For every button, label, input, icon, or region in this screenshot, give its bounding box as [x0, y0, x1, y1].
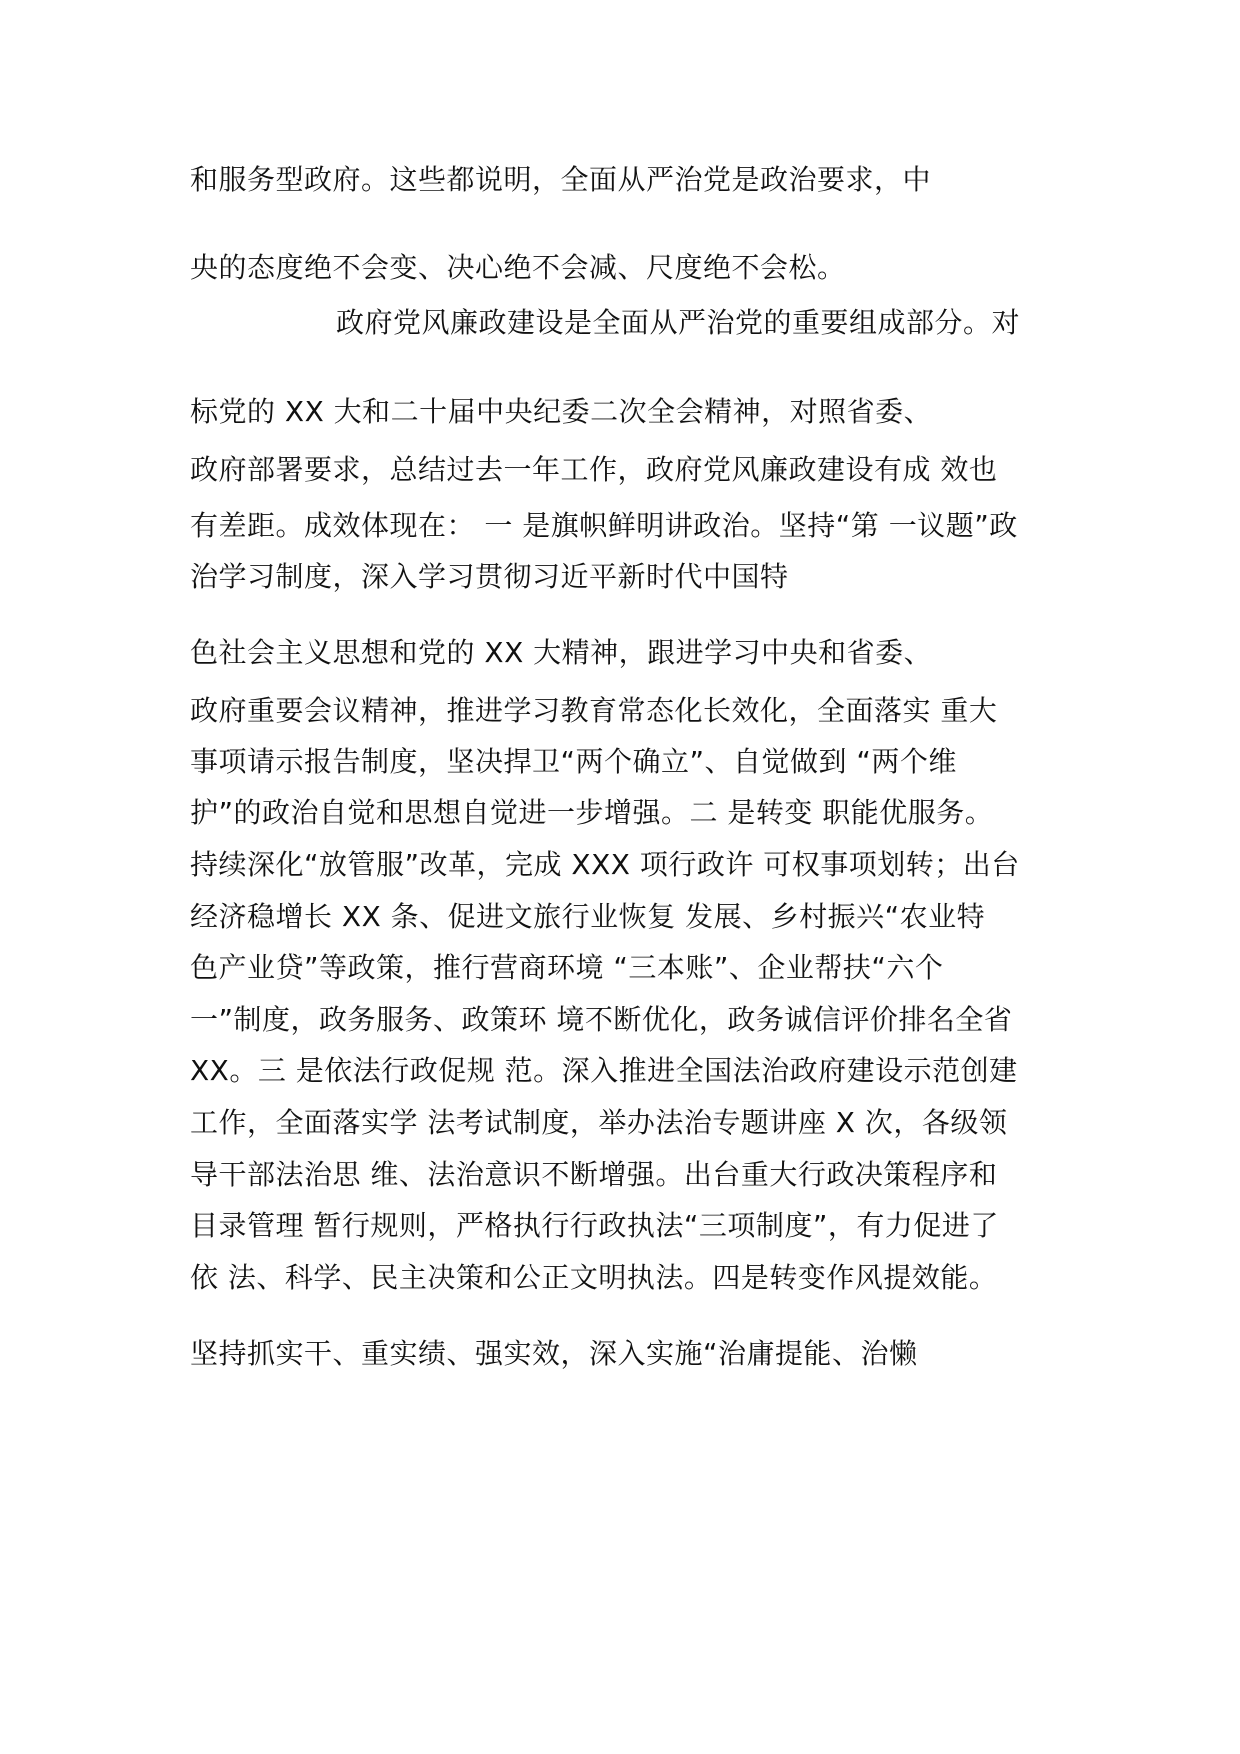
paragraph-line: XX。三 是依法行政促规 范。深入推进全国法治政府建设示范创建	[190, 1054, 1018, 1087]
paragraph-line: 经济稳增长 XX 条、促进文旅行业恢复 发展、乡村振兴“农业特	[190, 900, 986, 933]
paragraph-line: 色社会主义思想和党的 XX 大精神，跟进学习中央和省委、	[190, 636, 933, 669]
paragraph-line: 导干部法治思 维、法治意识不断增强。出台重大行政决策程序和	[190, 1158, 998, 1191]
paragraph-line: 事项请示报告制度，坚决捍卫“两个确立”、自觉做到 “两个维	[190, 745, 957, 778]
paragraph-line: 和服务型政府。这些都说明，全面从严治党是政治要求，中	[190, 163, 932, 196]
paragraph-line: 有差距。成效体现在： 一 是旗帜鲜明讲政治。坚持“第 一议题”政	[190, 509, 1018, 542]
paragraph-line: 政府重要会议精神，推进学习教育常态化长效化，全面落实 重大	[190, 694, 998, 727]
paragraph-line: 依 法、科学、民主决策和公正文明执法。四是转变作风提效能。	[190, 1261, 998, 1294]
paragraph-line: 目录管理 暂行规则，严格执行行政执法“三项制度”，有力促进了	[190, 1209, 999, 1242]
paragraph-line: 坚持抓实干、重实绩、强实效，深入实施“治庸提能、治懒	[190, 1337, 918, 1370]
paragraph-line: 持续深化“放管服”改革，完成 XXX 项行政许 可权事项划转；出台	[190, 848, 1020, 881]
paragraph-line: 治学习制度，深入学习贯彻习近平新时代中国特	[190, 560, 789, 593]
paragraph-line: 标党的 XX 大和二十届中央纪委二次全会精神，对照省委、	[190, 395, 933, 428]
paragraph-line: 护”的政治自觉和思想自觉进一步增强。二 是转变 职能优服务。	[190, 796, 994, 829]
paragraph-line: 工作，全面落实学 法考试制度，举办法治专题讲座 X 次，各级领	[190, 1106, 1008, 1139]
paragraph-line: 一”制度，政务服务、政策环 境不断优化，政务诚信评价排名全省	[190, 1003, 1013, 1036]
paragraph-line: 政府党风廉政建设是全面从严治党的重要组成部分。对	[336, 306, 1021, 339]
paragraph-line: 色产业贷”等政策，推行营商环境 “三本账”、企业帮扶“六个	[190, 951, 944, 984]
paragraph-line: 央的态度绝不会变、决心绝不会减、尺度绝不会松。	[190, 251, 846, 284]
paragraph-line: 政府部署要求，总结过去一年工作，政府党风廉政建设有成 效也	[190, 453, 998, 486]
